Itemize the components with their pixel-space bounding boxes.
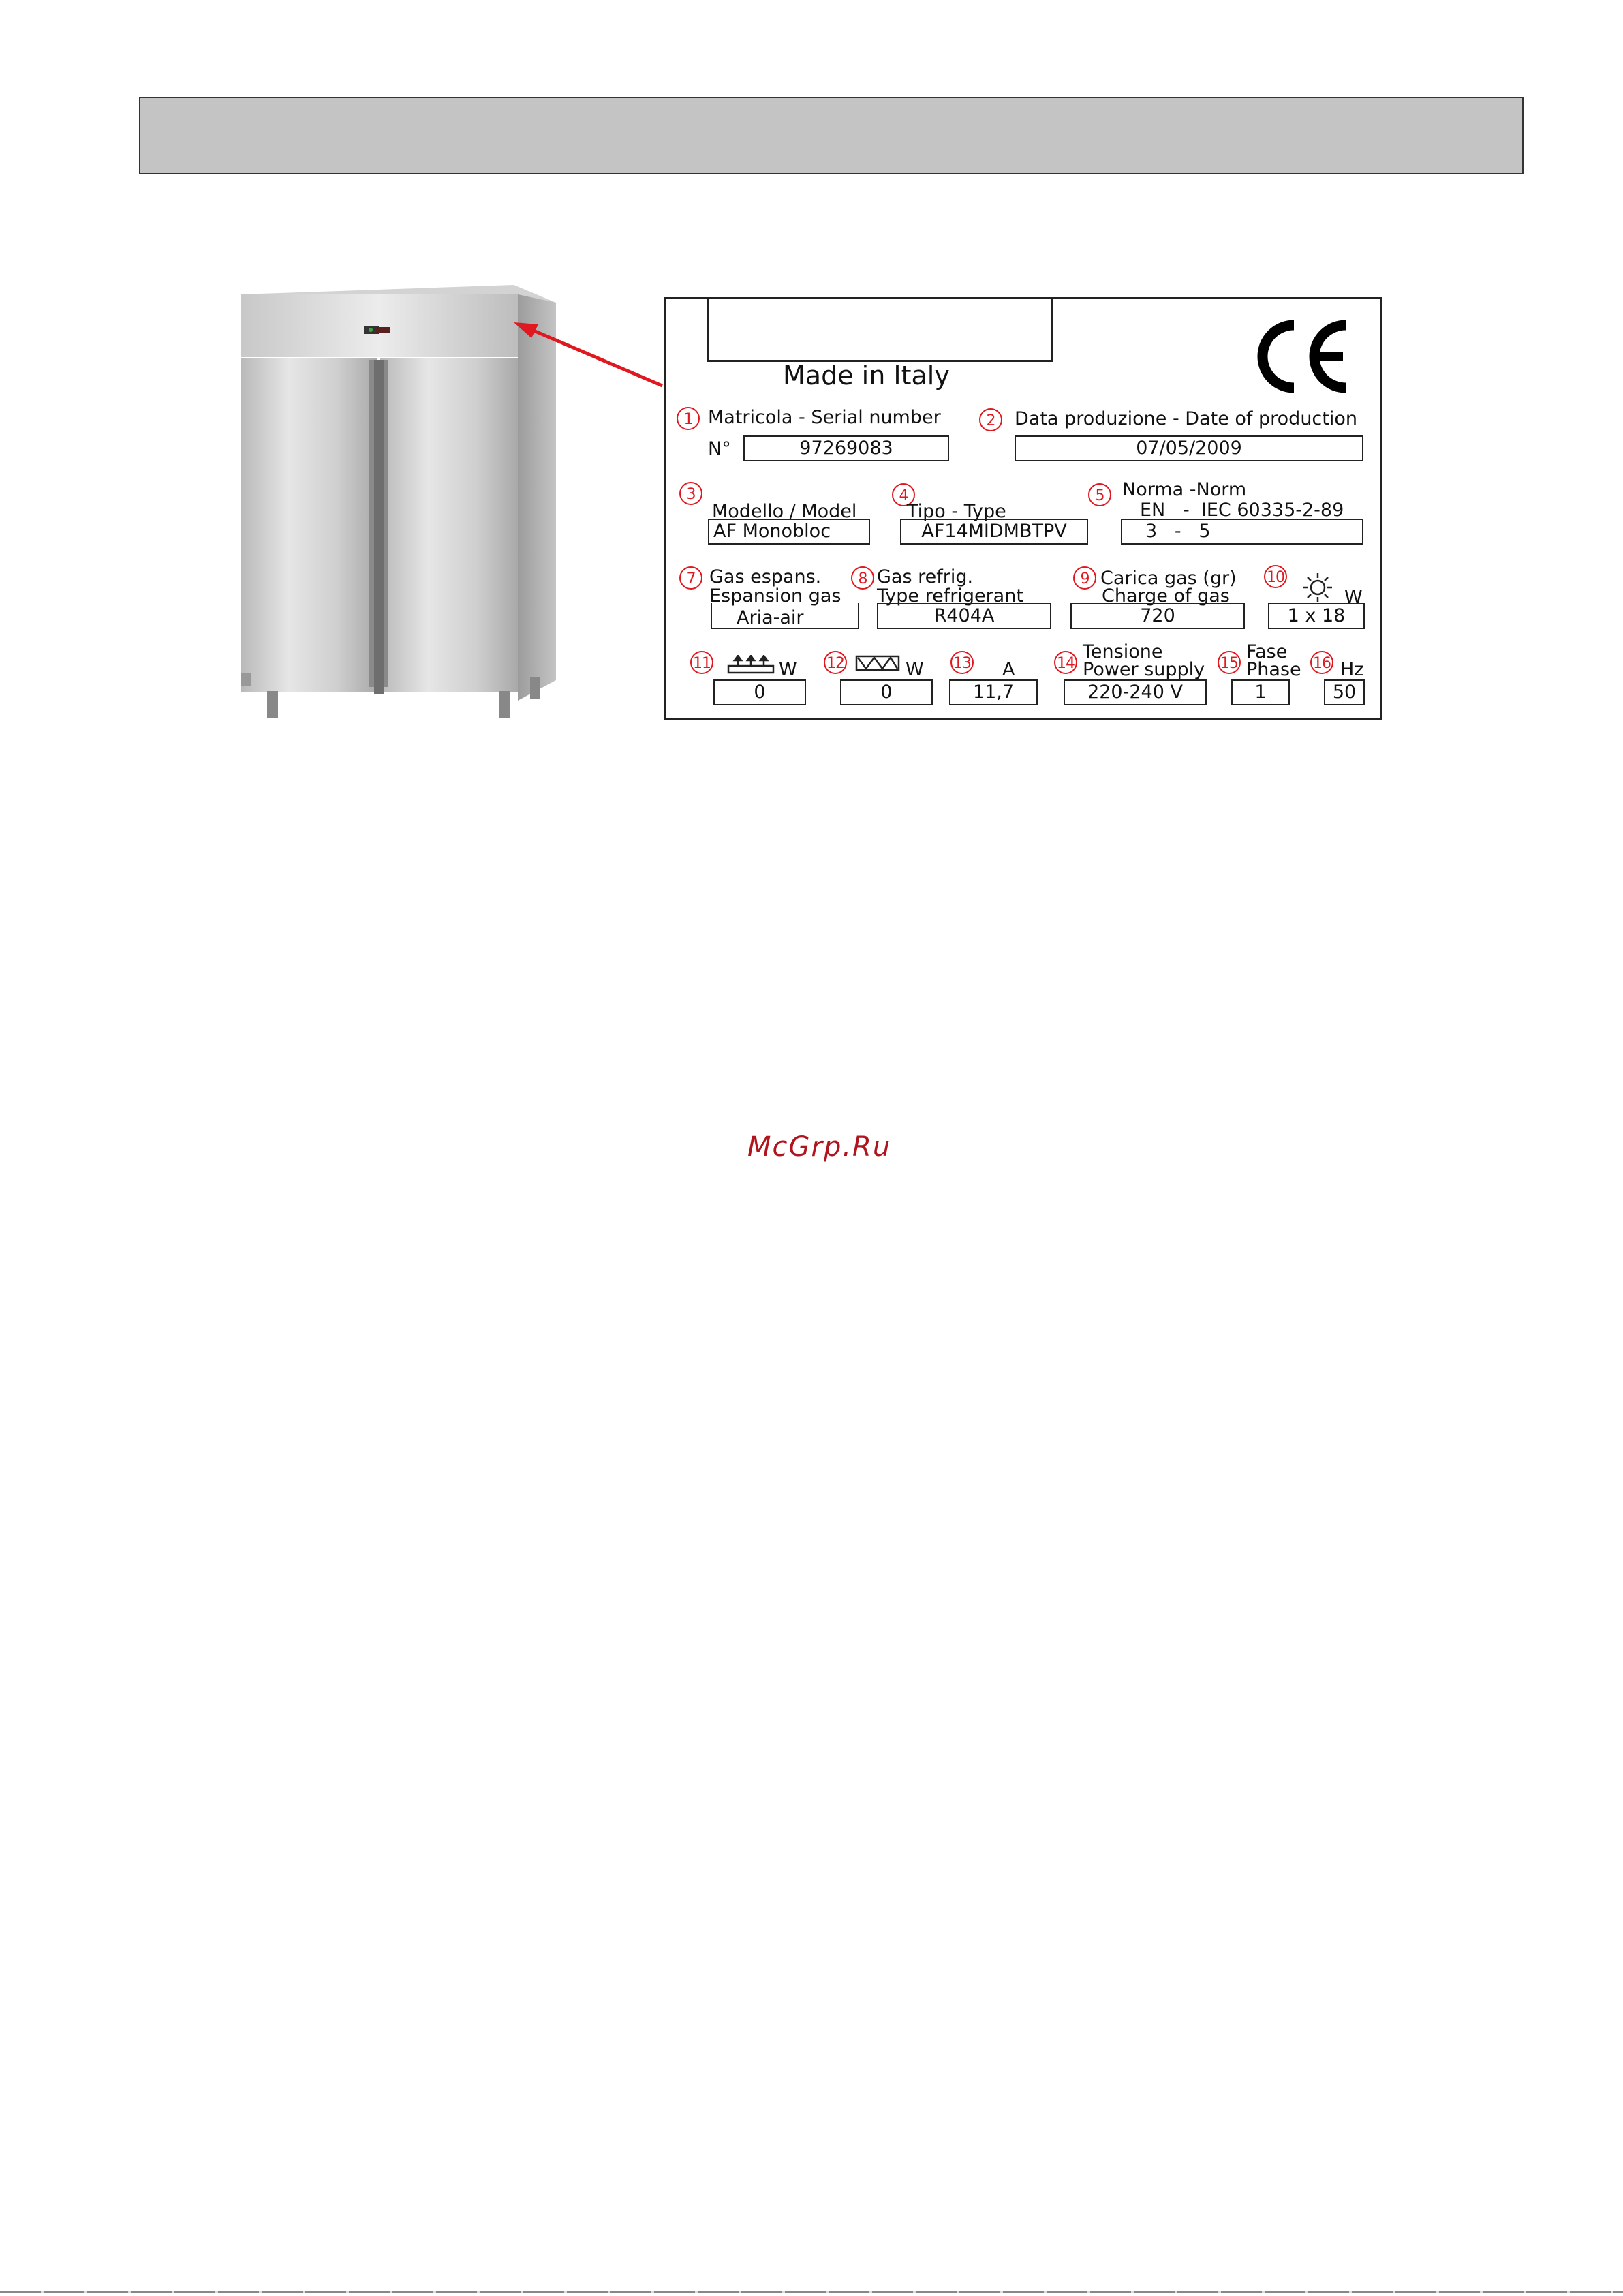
badge-12: 12 xyxy=(824,651,847,674)
refrigerant-label-2: Type refrigerant xyxy=(877,585,1023,607)
heater-unit: W xyxy=(779,659,797,680)
badge-2: 2 xyxy=(979,408,1002,431)
lamp-value: 1 x 18 xyxy=(1268,603,1365,629)
frequency-unit: Hz xyxy=(1340,659,1364,680)
header-bar xyxy=(139,97,1524,174)
phase-label-1: Fase xyxy=(1246,641,1288,662)
badge-7: 7 xyxy=(679,566,702,590)
badge-10: 10 xyxy=(1264,565,1287,588)
lamp-icon xyxy=(1302,572,1333,606)
badge-9: 9 xyxy=(1073,566,1096,590)
badge-13: 13 xyxy=(950,651,974,674)
phase-label-2: Phase xyxy=(1246,659,1301,680)
lamp-unit: W xyxy=(1344,587,1363,608)
type-label: Tipo - Type xyxy=(907,501,1006,522)
logo-box xyxy=(707,299,1053,362)
current-value: 11,7 xyxy=(949,679,1038,705)
date-label: Data produzione - Date of production xyxy=(1015,408,1357,429)
expansion-gas-label-1: Gas espans. xyxy=(709,566,822,587)
model-value: AF Monobloc xyxy=(708,519,870,545)
voltage-label-1: Tensione xyxy=(1083,641,1163,662)
heater-icon xyxy=(727,655,775,678)
expansion-gas-label-2: Espansion gas xyxy=(709,585,841,607)
gas-charge-label-1: Carica gas (gr) xyxy=(1100,568,1237,589)
footer-line xyxy=(0,2291,1623,2293)
badge-4: 4 xyxy=(892,483,915,506)
gas-charge-label-2: Charge of gas xyxy=(1102,585,1230,607)
watermark: McGrp.Ru xyxy=(747,1131,892,1163)
badge-5: 5 xyxy=(1088,483,1111,506)
phase-value: 1 xyxy=(1231,679,1290,705)
refrigerant-label-1: Gas refrig. xyxy=(877,566,974,587)
badge-1: 1 xyxy=(677,407,700,430)
voltage-label-2: Power supply xyxy=(1083,659,1205,680)
badge-16: 16 xyxy=(1310,651,1333,674)
badge-15: 15 xyxy=(1218,651,1241,674)
defrost-unit: W xyxy=(906,659,924,680)
norm-standard: EN - IEC 60335-2-89 xyxy=(1140,500,1344,521)
date-value: 07/05/2009 xyxy=(1015,435,1363,461)
type-value: AF14MIDMBTPV xyxy=(900,519,1088,545)
badge-3: 3 xyxy=(679,482,702,505)
voltage-value: 220-240 V xyxy=(1064,679,1207,705)
defrost-icon xyxy=(855,655,900,675)
gas-charge-value: 720 xyxy=(1070,603,1245,629)
serial-prefix: N° xyxy=(708,438,731,459)
badge-11: 11 xyxy=(690,651,713,674)
defrost-value: 0 xyxy=(840,679,933,705)
expansion-gas-value: Aria-air xyxy=(737,607,804,628)
model-label: Modello / Model xyxy=(712,501,857,522)
current-unit: A xyxy=(1002,659,1015,680)
ce-mark xyxy=(1246,316,1355,397)
refrigerant-value: R404A xyxy=(877,603,1051,629)
norm-value: 3 - 5 xyxy=(1121,519,1363,545)
norm-label: Norma -Norm xyxy=(1122,479,1247,500)
fridge-image xyxy=(234,278,561,733)
made-in-italy: Made in Italy xyxy=(783,361,950,391)
frequency-value: 50 xyxy=(1324,679,1365,705)
serial-label: Matricola - Serial number xyxy=(708,407,941,428)
heater-value: 0 xyxy=(713,679,806,705)
badge-14: 14 xyxy=(1054,651,1077,674)
badge-8: 8 xyxy=(851,566,874,590)
rating-plate xyxy=(664,297,1382,720)
serial-value: 97269083 xyxy=(743,435,949,461)
